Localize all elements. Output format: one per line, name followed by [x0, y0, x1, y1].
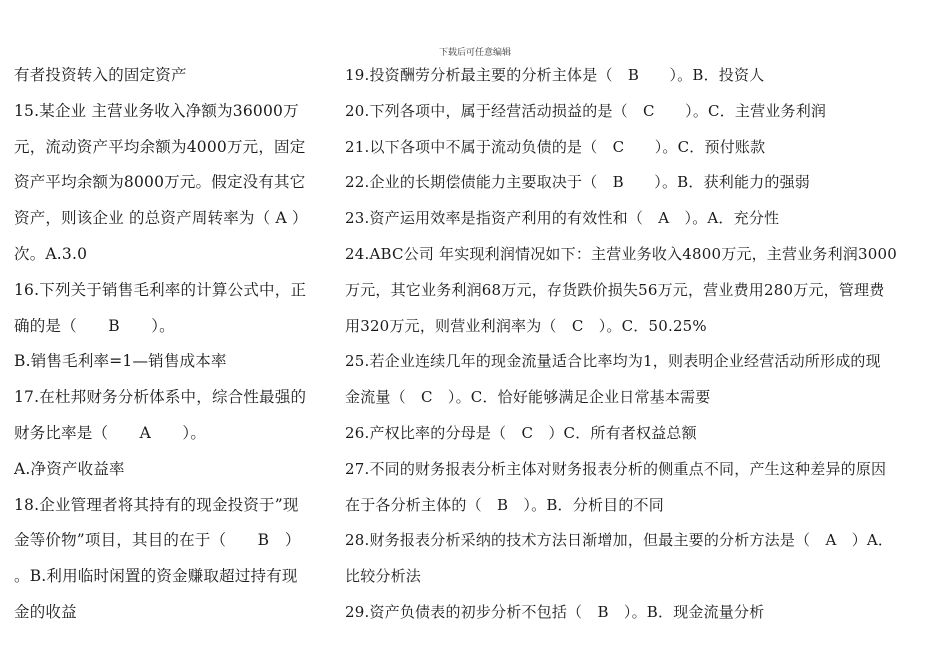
right-column — [345, 58, 935, 631]
text-line: 万元，其它业务利润68万元，存货跌价损失56万元，营业费用280万元，管理费 — [345, 280, 885, 299]
text-line: B.销售毛利率=1—销售成本率 — [14, 352, 227, 371]
left-column — [14, 58, 319, 631]
text-line: 27.不同的财务报表分析主体对财务报表分析的侧重点不同，产生这种差异的原因 — [345, 459, 887, 478]
text-line: 金的收益 — [14, 602, 77, 621]
text-line: 19.投资酬劳分析最主要的分析主体是（ B ）。B．投资人 — [345, 66, 765, 84]
text-line: 在于各分析主体的（ B ）。B．分析目的不同 — [345, 495, 664, 514]
text-line: 有者投资转入的固定资产 — [14, 66, 187, 84]
text-line: 15.某企业 主营业务收入净额为36000万 — [14, 101, 299, 120]
text-line: 20.下列各项中，属于经营活动损益的是（ C ）。C．主营业务利润 — [345, 101, 827, 120]
text-line: 元，流动资产平均余额为4000万元，固定 — [14, 137, 306, 156]
text-line: 。B.利用临时闲置的资金赚取超过持有现 — [14, 567, 298, 586]
text-line: 25.若企业连续几年的现金流量适合比率均为1，则表明企业经营活动所形成的现 — [345, 352, 881, 371]
text-line: 29.资产负债表的初步分析不包括（ B ）。B．现金流量分析 — [345, 602, 765, 621]
text-line: 24.ABC公司 年实现利润情况如下：主营业务收入4800万元，主营业务利润3000 — [345, 244, 897, 263]
page-header: 下载后可任意编辑 — [438, 48, 511, 58]
text-line: 财务比率是（ A ）。 — [14, 423, 207, 442]
text-line: 21.以下各项中不属于流动负债的是（ C ）。C．预付账款 — [345, 137, 766, 156]
text-line: 18.企业管理者将其持有的现金投资于”现 — [14, 495, 299, 514]
text-line: 用320万元，则营业利润率为（ C ）。C．50.25% — [345, 316, 707, 335]
text-line: 22.企业的长期偿债能力主要取决于（ B ）。B．获利能力的强弱 — [345, 173, 811, 192]
text-line: 金流量（ C ）。C．恰好能够满足企业日常基本需要 — [345, 388, 711, 407]
text-line: 金等价物”项目，其目的在于（ B ） — [14, 531, 301, 550]
text-line: 28.财务报表分析采纳的技术方法日渐增加，但最主要的分析方法是（ A ）A． — [345, 531, 894, 550]
text-line: 确的是（ B ）。 — [14, 316, 175, 335]
text-line: 16.下列关于销售毛利率的计算公式中，正 — [14, 280, 307, 299]
text-line: 资产，则该企业 的总资产周转率为（ A ） — [14, 209, 308, 228]
text-line: 资产平均余额为8000万元。假定没有其它 — [14, 173, 306, 192]
text-line: 次。A.3.0 — [14, 244, 88, 263]
text-line: 23.资产运用效率是指资产利用的有效性和（ A ）。A．充分性 — [345, 209, 780, 228]
text-line: A.净资产收益率 — [14, 459, 125, 478]
text-line: 17.在杜邦财务分析体系中，综合性最强的 — [14, 388, 307, 407]
text-line: 比较分析法 — [345, 567, 422, 586]
text-line: 26.产权比率的分母是（ C ）C．所有者权益总额 — [345, 423, 697, 442]
